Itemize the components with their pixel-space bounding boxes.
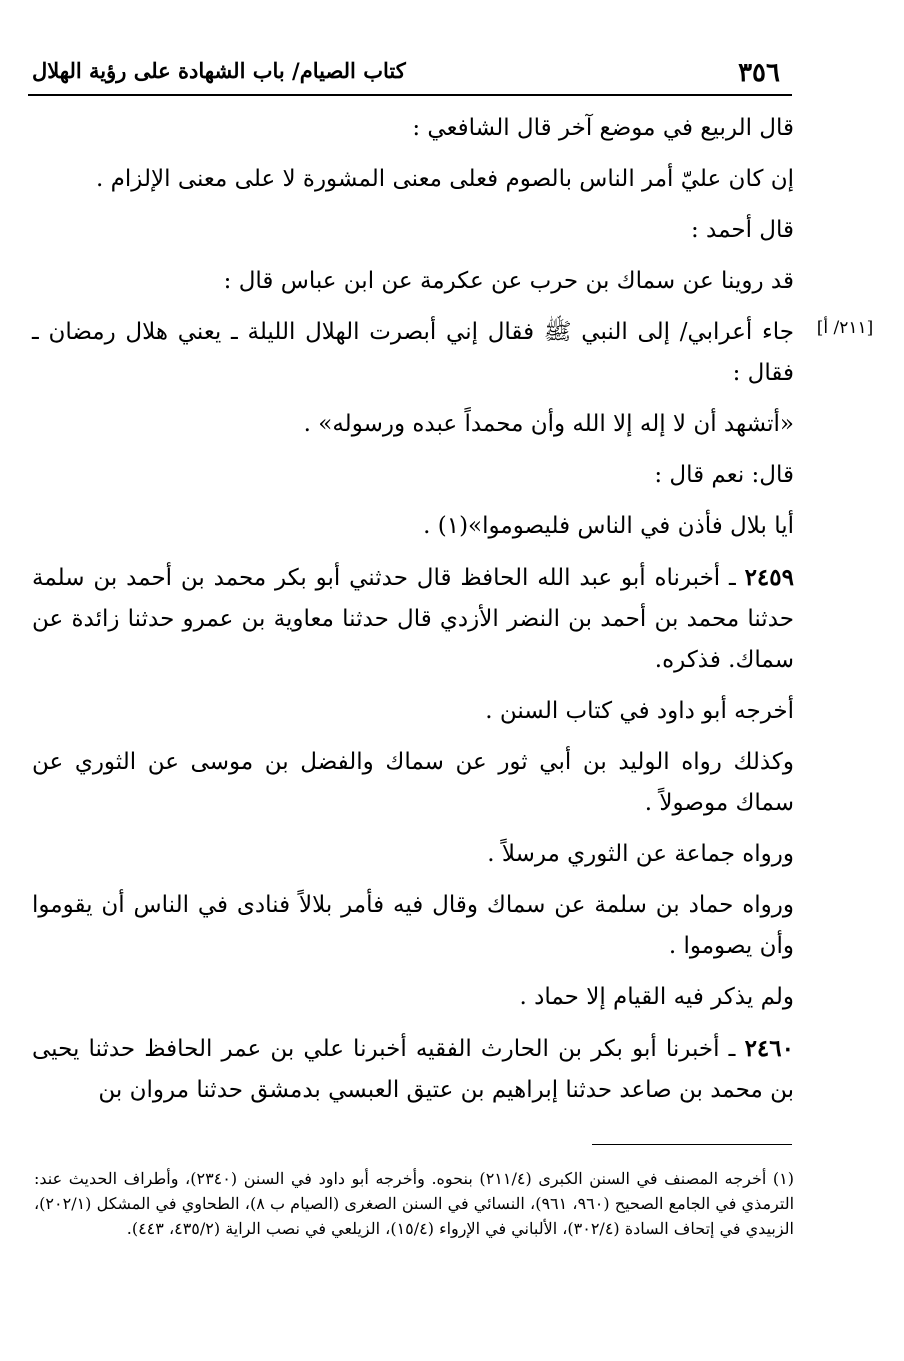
page-number: ٣٥٦	[738, 58, 780, 88]
footnotes	[34, 1166, 794, 1241]
paragraph: جاء أعرابي/ إلى النبي ﷺ فقال إني أبصرت الهلال الليلة ـ يعني هلال رمضان ـ فقال :	[32, 319, 794, 386]
footnote-1: (١) أخرجه المصنف في السنن الكبرى (٢١١/٤) بنحوه. وأخرجه أبو داود في السنن (٢٣٤٠)، وأطراف الحديث عند: الترمذي في الجامع الصحيح (٩٦٠، ٩٦١)، النسائي في السنن الصغرى (الصيام ب ٨)، الطحاوي في المشكل (٢٠٢/١)، الزبيدي في إتحاف السادة (٣٠٢/٤)، الألباني في الإرواء (١٥/٤)، الزيلعي في نصب الراية (٤٣٥/٢، ٤٤٣).	[34, 1169, 795, 1238]
hadith-number: ٢٤٥٩	[744, 564, 794, 591]
paragraph: قال الربيع في موضع آخر قال الشافعي :	[412, 115, 794, 141]
paragraph: إن كان عليّ أمر الناس بالصوم فعلى معنى المشورة لا على معنى الإلزام .	[96, 166, 794, 192]
paragraph: ولم يذكر فيه القيام إلا حماد .	[519, 984, 794, 1010]
paragraph: وكذلك رواه الوليد بن أبي ثور عن سماك والفضل بن موسى عن الثوري عن سماك موصولاً .	[32, 749, 794, 816]
footnote-divider	[592, 1144, 792, 1145]
paragraph: أخرجه أبو داود في كتاب السنن .	[485, 698, 794, 724]
hadith-2460	[32, 1028, 794, 1111]
main-text	[32, 108, 794, 1121]
paragraph: ورواه جماعة عن الثوري مرسلاً .	[487, 841, 794, 867]
paragraph: قال أحمد :	[690, 217, 794, 243]
paragraph: قد روينا عن سماك بن حرب عن عكرمة عن ابن عباس قال :	[223, 268, 794, 294]
page-header	[32, 52, 792, 92]
hadith-2459	[32, 557, 794, 681]
hadith-text: ـ أخبرناه أبو عبد الله الحافظ قال حدثني أبو بكر محمد بن أحمد بن سلمة حدثنا محمد بن أحمد بن النضر الأزدي قال حدثنا معاوية بن عمرو حدثنا زائدة عن سماك. فذكره.	[32, 565, 794, 673]
paragraph: أيا بلال فأذن في الناس فليصوموا»(١) .	[423, 513, 794, 539]
header-divider	[28, 94, 792, 96]
paragraph: ورواه حماد بن سلمة عن سماك وقال فيه فأمر بلالاً فنادى في الناس أن يقوموا وأن يصوموا .	[32, 892, 794, 959]
paragraph: «أتشهد أن لا إله إلا الله وأن محمداً عبده ورسوله» .	[303, 411, 794, 437]
running-title: كتاب الصيام/ باب الشهادة على رؤية الهلال	[32, 58, 406, 83]
margin-folio-note: [٢١١/ أ]	[816, 318, 874, 338]
hadith-text: ـ أخبرنا أبو بكر بن الحارث الفقيه أخبرنا علي بن عمر الحافظ حدثنا يحيى بن محمد بن صاعد حدثنا إبراهيم بن عتيق العبسي بدمشق حدثنا مروان بن	[32, 1036, 794, 1103]
paragraph: قال: نعم قال :	[654, 462, 794, 488]
hadith-number: ٢٤٦٠	[744, 1035, 794, 1062]
